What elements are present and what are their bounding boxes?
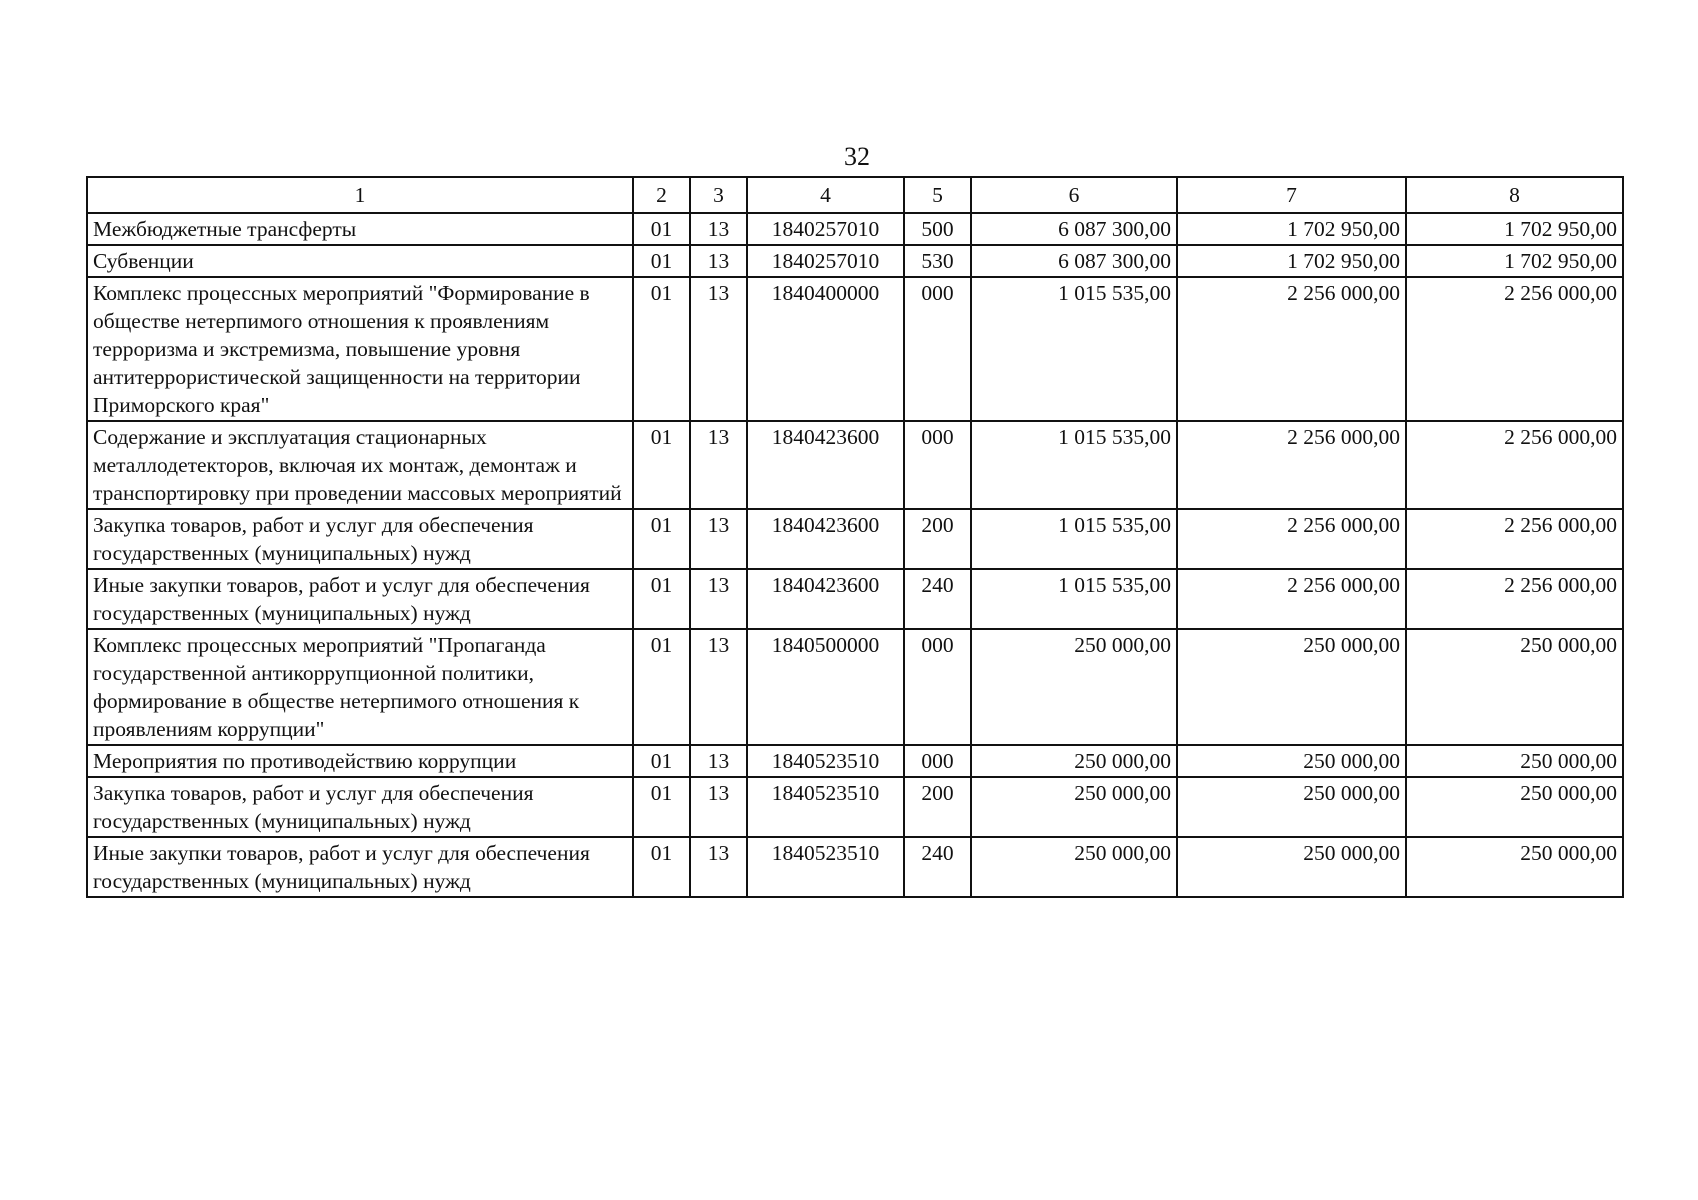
expense-type-code: 000 xyxy=(904,421,971,509)
target-code: 1840400000 xyxy=(747,277,904,421)
amount-col-6: 1 015 535,00 xyxy=(971,569,1177,629)
column-header-2: 2 xyxy=(633,177,690,213)
amount-col-7: 250 000,00 xyxy=(1177,745,1406,777)
expense-type-code: 000 xyxy=(904,629,971,745)
target-code: 1840423600 xyxy=(747,569,904,629)
target-code: 1840523510 xyxy=(747,745,904,777)
amount-col-7: 250 000,00 xyxy=(1177,837,1406,897)
target-code: 1840523510 xyxy=(747,837,904,897)
row-name: Содержание и эксплуатация стационарных металлодетекторов, включая их монтаж, демонтаж и транспортировку при проведении массовых мероприятий xyxy=(87,421,633,509)
amount-col-8: 2 256 000,00 xyxy=(1406,569,1623,629)
table-row xyxy=(87,213,1623,245)
subsection-code: 13 xyxy=(690,421,747,509)
amount-col-7: 2 256 000,00 xyxy=(1177,569,1406,629)
amount-col-8: 1 702 950,00 xyxy=(1406,213,1623,245)
subsection-code: 13 xyxy=(690,277,747,421)
subsection-code: 13 xyxy=(690,569,747,629)
amount-col-6: 250 000,00 xyxy=(971,745,1177,777)
table-header xyxy=(87,177,1623,213)
section-code: 01 xyxy=(633,837,690,897)
section-code: 01 xyxy=(633,213,690,245)
table-row xyxy=(87,509,1623,569)
table-row xyxy=(87,245,1623,277)
budget-table xyxy=(86,176,1624,898)
amount-col-7: 2 256 000,00 xyxy=(1177,277,1406,421)
amount-col-6: 6 087 300,00 xyxy=(971,213,1177,245)
section-code: 01 xyxy=(633,277,690,421)
amount-col-7: 2 256 000,00 xyxy=(1177,421,1406,509)
header-row xyxy=(87,177,1623,213)
amount-col-8: 250 000,00 xyxy=(1406,777,1623,837)
page-number: 32 xyxy=(844,142,870,171)
column-header-8: 8 xyxy=(1406,177,1623,213)
amount-col-8: 2 256 000,00 xyxy=(1406,509,1623,569)
row-name: Иные закупки товаров, работ и услуг для обеспечения государственных (муниципальных) нужд xyxy=(87,837,633,897)
row-name: Комплекс процессных мероприятий "Формирование в обществе нетерпимого отношения к проявлениям терроризма и экстремизма, повышение уровня антитеррористической защищенности на территории Приморского края" xyxy=(87,277,633,421)
amount-col-7: 250 000,00 xyxy=(1177,777,1406,837)
amount-col-6: 1 015 535,00 xyxy=(971,509,1177,569)
amount-col-7: 1 702 950,00 xyxy=(1177,213,1406,245)
amount-col-7: 250 000,00 xyxy=(1177,629,1406,745)
row-name: Межбюджетные трансферты xyxy=(87,213,633,245)
expense-type-code: 240 xyxy=(904,837,971,897)
expense-type-code: 000 xyxy=(904,745,971,777)
target-code: 1840423600 xyxy=(747,509,904,569)
amount-col-6: 250 000,00 xyxy=(971,777,1177,837)
section-code: 01 xyxy=(633,421,690,509)
table-row xyxy=(87,569,1623,629)
row-name: Мероприятия по противодействию коррупции xyxy=(87,745,633,777)
subsection-code: 13 xyxy=(690,245,747,277)
section-code: 01 xyxy=(633,245,690,277)
expense-type-code: 500 xyxy=(904,213,971,245)
table-row xyxy=(87,629,1623,745)
column-header-1: 1 xyxy=(87,177,633,213)
table-row xyxy=(87,277,1623,421)
section-code: 01 xyxy=(633,745,690,777)
section-code: 01 xyxy=(633,569,690,629)
column-header-7: 7 xyxy=(1177,177,1406,213)
expense-type-code: 200 xyxy=(904,777,971,837)
column-header-4: 4 xyxy=(747,177,904,213)
amount-col-8: 2 256 000,00 xyxy=(1406,277,1623,421)
row-name: Закупка товаров, работ и услуг для обеспечения государственных (муниципальных) нужд xyxy=(87,777,633,837)
table-row xyxy=(87,421,1623,509)
table-body xyxy=(87,213,1623,897)
amount-col-8: 1 702 950,00 xyxy=(1406,245,1623,277)
amount-col-6: 250 000,00 xyxy=(971,629,1177,745)
target-code: 1840423600 xyxy=(747,421,904,509)
column-header-5: 5 xyxy=(904,177,971,213)
subsection-code: 13 xyxy=(690,745,747,777)
section-code: 01 xyxy=(633,777,690,837)
row-name: Закупка товаров, работ и услуг для обеспечения государственных (муниципальных) нужд xyxy=(87,509,633,569)
amount-col-7: 2 256 000,00 xyxy=(1177,509,1406,569)
amount-col-8: 250 000,00 xyxy=(1406,629,1623,745)
subsection-code: 13 xyxy=(690,213,747,245)
amount-col-6: 250 000,00 xyxy=(971,837,1177,897)
target-code: 1840500000 xyxy=(747,629,904,745)
subsection-code: 13 xyxy=(690,777,747,837)
amount-col-8: 250 000,00 xyxy=(1406,837,1623,897)
column-header-6: 6 xyxy=(971,177,1177,213)
target-code: 1840257010 xyxy=(747,213,904,245)
expense-type-code: 530 xyxy=(904,245,971,277)
table-row xyxy=(87,777,1623,837)
target-code: 1840523510 xyxy=(747,777,904,837)
expense-type-code: 000 xyxy=(904,277,971,421)
amount-col-8: 2 256 000,00 xyxy=(1406,421,1623,509)
subsection-code: 13 xyxy=(690,629,747,745)
row-name: Комплекс процессных мероприятий "Пропаганда государственной антикоррупционной политики, формирование в обществе нетерпимого отношения к проявлениям коррупции" xyxy=(87,629,633,745)
section-code: 01 xyxy=(633,509,690,569)
section-code: 01 xyxy=(633,629,690,745)
expense-type-code: 200 xyxy=(904,509,971,569)
row-name: Иные закупки товаров, работ и услуг для обеспечения государственных (муниципальных) нужд xyxy=(87,569,633,629)
subsection-code: 13 xyxy=(690,837,747,897)
column-header-3: 3 xyxy=(690,177,747,213)
table-row xyxy=(87,745,1623,777)
amount-col-6: 1 015 535,00 xyxy=(971,277,1177,421)
amount-col-6: 6 087 300,00 xyxy=(971,245,1177,277)
subsection-code: 13 xyxy=(690,509,747,569)
row-name: Субвенции xyxy=(87,245,633,277)
target-code: 1840257010 xyxy=(747,245,904,277)
expense-type-code: 240 xyxy=(904,569,971,629)
amount-col-7: 1 702 950,00 xyxy=(1177,245,1406,277)
table-row xyxy=(87,837,1623,897)
amount-col-8: 250 000,00 xyxy=(1406,745,1623,777)
amount-col-6: 1 015 535,00 xyxy=(971,421,1177,509)
